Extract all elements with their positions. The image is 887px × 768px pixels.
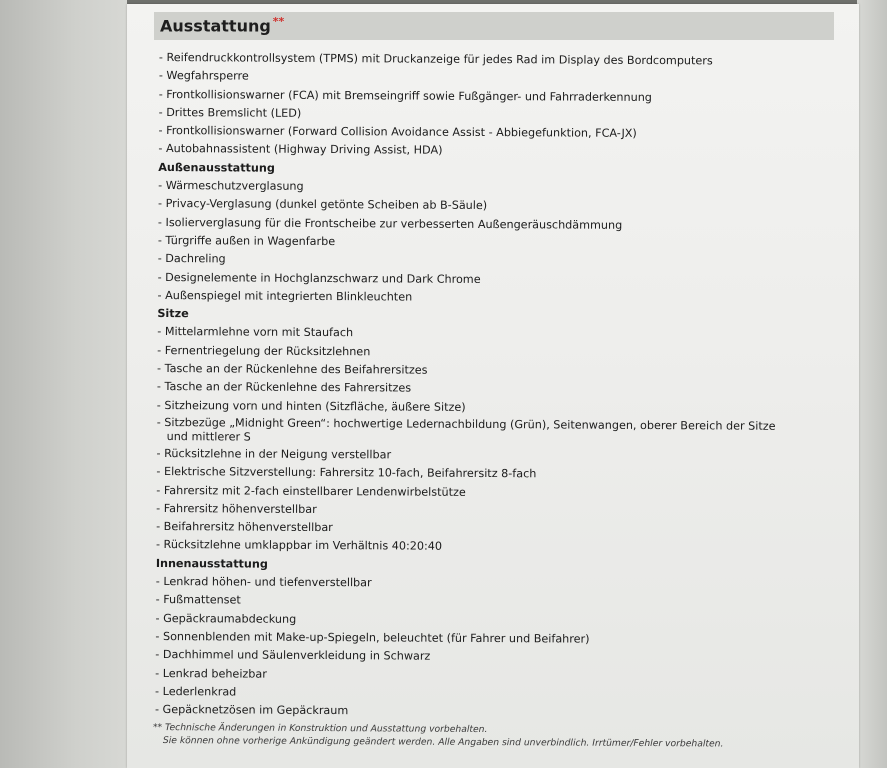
list-item: - Wärmeschutzverglasung	[158, 179, 304, 193]
footnote-mark: **	[272, 15, 285, 28]
section-header	[154, 12, 834, 40]
list-item: - Elektrische Sitzverstellung: Fahrersitz 10-fach, Beifahrersitz 8-fach	[156, 465, 537, 481]
document-page	[127, 4, 859, 768]
list-item: - Autobahnassistent (Highway Driving Assist, HDA)	[158, 142, 443, 158]
list-item: - Tasche an der Rückenlehne des Beifahrersitzes	[157, 362, 428, 377]
exterior-heading: Außenausstattung	[158, 160, 275, 175]
list-item: - Frontkollisionswarner (Forward Collision Avoidance Assist - Abbiegefunktion, FCA-JX)	[158, 124, 637, 141]
list-item: - Drittes Bremslicht (LED)	[158, 105, 302, 120]
monitor-right-bezel	[857, 0, 887, 768]
list-item: - Lenkrad höhen- und tiefenverstellbar	[155, 575, 372, 590]
interior-heading: Innenausstattung	[155, 556, 268, 571]
list-item: - Sonnenblenden mit Make-up-Spiegeln, beleuchtet (für Fahrer und Beifahrer)	[155, 629, 590, 646]
list-item: - Tasche an der Rückenlehne des Fahrersitzes	[156, 380, 412, 395]
list-item: - Isolierverglasung für die Frontscheibe zur verbesserten Außengeräuschdämmung	[157, 215, 623, 232]
list-item: - Dachreling	[157, 252, 226, 266]
footnote	[153, 721, 833, 752]
footnote-line-1: ** Technische Änderungen in Konstruktion und Ausstattung vorbehalten.	[152, 722, 488, 736]
list-item: - Rücksitzlehne umklappbar im Verhältnis 40:20:40	[155, 538, 443, 554]
list-item: - Gepäcknetzösen im Gepäckraum	[154, 703, 349, 718]
list-item: - Reifendruckkontrollsystem (TPMS) mit Druckanzeige für jedes Rad im Display des Bordcomputers	[158, 50, 713, 68]
list-item: - Fahrersitz höhenverstellbar	[156, 501, 317, 516]
list-item: - Privacy-Verglasung (dunkel getönte Scheiben ab B-Säule)	[158, 197, 488, 213]
list-item: - Mittelarmlehne vorn mit Staufach	[157, 325, 354, 340]
list-item: - Gepäckraumabdeckung	[155, 611, 297, 626]
section-title	[160, 15, 284, 35]
list-item: - Frontkollisionswarner (FCA) mit Bremseingriff sowie Fußgänger- und Fahrraderkennung	[158, 87, 652, 104]
equipment-list	[155, 50, 819, 724]
list-item: - Wegfahrsperre	[158, 69, 249, 83]
list-item: - Sitzbezüge „Midnight Green“: hochwertige Ledernachbildung (Grün), Seitenwangen, oberer Bereich der Sitze und mittlerer S	[156, 415, 776, 444]
list-item: - Designelemente in Hochglanzschwarz und Dark Chrome	[157, 270, 481, 286]
monitor-left-bezel	[0, 0, 127, 768]
list-item: - Dachhimmel und Säulenverkleidung in Schwarz	[155, 648, 431, 663]
list-item: - Fahrersitz mit 2-fach einstellbarer Lendenwirbelstütze	[156, 483, 466, 499]
footnote-line-2: Sie können ohne vorherige Ankündigung geändert werden. Alle Angaben sind unverbindlich. Irrtümer/Fehler vorbehalten.	[162, 735, 724, 750]
list-item: - Rücksitzlehne in der Neigung verstellbar	[156, 446, 392, 462]
list-item: - Lederlenkrad	[155, 684, 237, 699]
list-item: - Türgriffe außen in Wagenfarbe	[157, 233, 336, 249]
list-item: - Beifahrersitz höhenverstellbar	[156, 520, 333, 535]
list-item: - Fußmattenset	[155, 593, 241, 607]
list-item: - Außenspiegel mit integrierten Blinkleuchten	[157, 288, 413, 304]
list-item: - Lenkrad beheizbar	[155, 666, 267, 681]
section-title-text: Ausstattung	[160, 16, 271, 36]
list-item: - Sitzheizung vorn und hinten (Sitzfläche, äußere Sitze)	[156, 398, 466, 414]
list-item: - Fernentriegelung der Rücksitzlehnen	[157, 343, 371, 359]
seats-heading: Sitze	[157, 307, 189, 321]
